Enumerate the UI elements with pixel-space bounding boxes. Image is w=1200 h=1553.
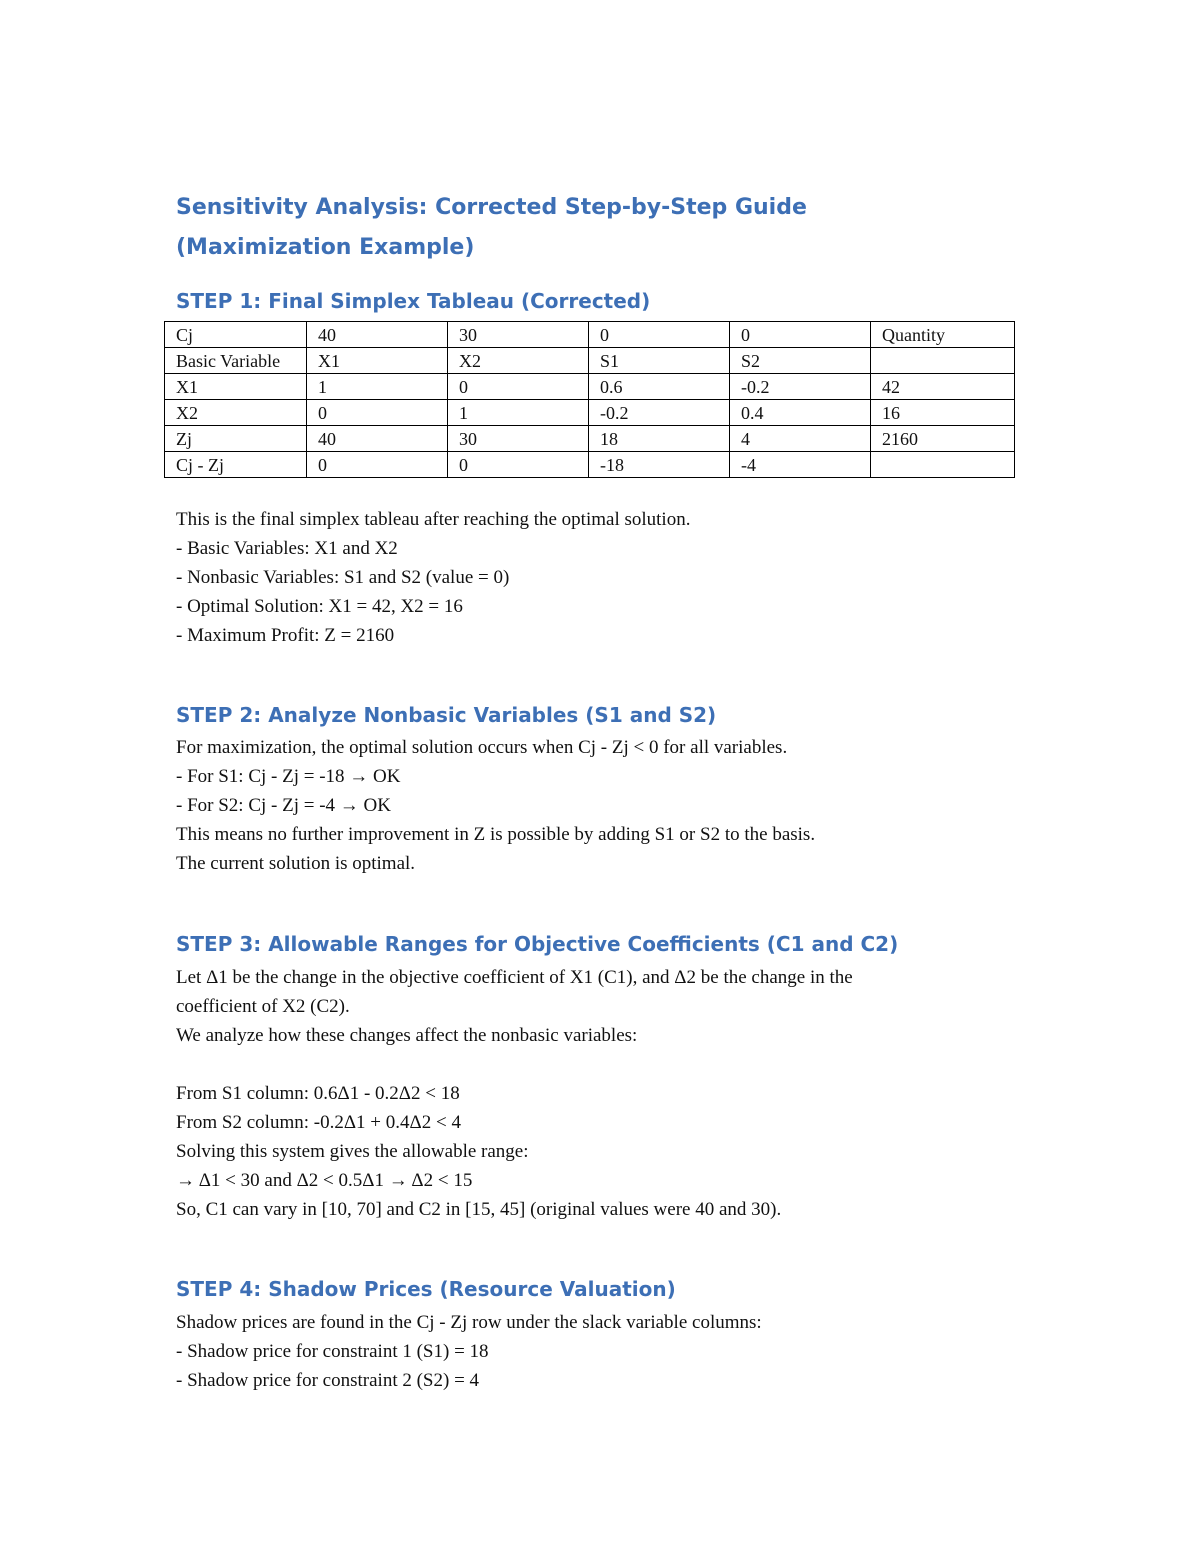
step2-body bbox=[176, 733, 1016, 878]
step4-heading: STEP 4: Shadow Prices (Resource Valuation) bbox=[176, 1277, 676, 1301]
table-cell: 4 bbox=[730, 426, 871, 452]
paragraph-line: - Shadow price for constraint 2 (S2) = 4 bbox=[176, 1370, 480, 1391]
table-cell: 0 bbox=[307, 400, 448, 426]
simplex-tableau bbox=[164, 321, 1015, 478]
table-row bbox=[165, 322, 1015, 348]
table-cell: X1 bbox=[307, 348, 448, 374]
table-cell: X2 bbox=[448, 348, 589, 374]
table-cell: 40 bbox=[307, 322, 448, 348]
step3-body bbox=[176, 963, 1016, 1224]
table-cell: X2 bbox=[165, 400, 307, 426]
table-cell: 0.4 bbox=[730, 400, 871, 426]
table-cell: 0 bbox=[730, 322, 871, 348]
paragraph-line: So, C1 can vary in [10, 70] and C2 in [15, 45] (original values were 40 and 30). bbox=[176, 1199, 782, 1220]
table-cell: S1 bbox=[589, 348, 730, 374]
table-row bbox=[165, 426, 1015, 452]
table-cell: 0 bbox=[448, 374, 589, 400]
table-cell: 0.6 bbox=[589, 374, 730, 400]
paragraph-line: - Nonbasic Variables: S1 and S2 (value = 0) bbox=[176, 567, 510, 588]
paragraph-line: We analyze how these changes affect the nonbasic variables: bbox=[176, 1025, 638, 1046]
table-cell: 30 bbox=[448, 322, 589, 348]
paragraph-line: The current solution is optimal. bbox=[176, 853, 416, 874]
table-cell: -0.2 bbox=[589, 400, 730, 426]
step1-notes bbox=[176, 505, 1016, 650]
table-cell: 18 bbox=[589, 426, 730, 452]
table-row bbox=[165, 374, 1015, 400]
table-row bbox=[165, 452, 1015, 478]
step1-heading: STEP 1: Final Simplex Tableau (Corrected) bbox=[176, 289, 651, 313]
paragraph-line: - Shadow price for constraint 1 (S1) = 18 bbox=[176, 1341, 489, 1362]
paragraph-line: This means no further improvement in Z is possible by adding S1 or S2 to the basis. bbox=[176, 824, 816, 845]
paragraph-line: - Optimal Solution: X1 = 42, X2 = 16 bbox=[176, 596, 463, 617]
table-cell bbox=[871, 348, 1015, 374]
paragraph-line: - Maximum Profit: Z = 2160 bbox=[176, 625, 395, 646]
paragraph-line: Shadow prices are found in the Cj - Zj row under the slack variable columns: bbox=[176, 1312, 762, 1333]
table-cell: Zj bbox=[165, 426, 307, 452]
table-cell: 2160 bbox=[871, 426, 1015, 452]
table-cell: X1 bbox=[165, 374, 307, 400]
paragraph-line: - Basic Variables: X1 and X2 bbox=[176, 538, 398, 559]
table-cell: 0 bbox=[448, 452, 589, 478]
table-cell: 1 bbox=[448, 400, 589, 426]
paragraph-line: Solving this system gives the allowable range: bbox=[176, 1141, 529, 1162]
step4-body bbox=[176, 1308, 1016, 1395]
table-cell: 30 bbox=[448, 426, 589, 452]
table-row bbox=[165, 348, 1015, 374]
paragraph-line: For maximization, the optimal solution occurs when Cj - Zj < 0 for all variables. bbox=[176, 737, 788, 758]
step2-heading: STEP 2: Analyze Nonbasic Variables (S1 and S2) bbox=[176, 703, 717, 727]
table-cell bbox=[871, 452, 1015, 478]
step3-heading: STEP 3: Allowable Ranges for Objective Coefficients (C1 and C2) bbox=[176, 932, 899, 956]
table-cell: Quantity bbox=[871, 322, 1015, 348]
paragraph-line: - For S1: Cj - Zj = -18 → OK bbox=[176, 766, 401, 787]
paragraph-line: coefficient of X2 (C2). bbox=[176, 996, 350, 1017]
paragraph-line: From S1 column: 0.6Δ1 - 0.2Δ2 < 18 bbox=[176, 1083, 460, 1104]
table-cell: 42 bbox=[871, 374, 1015, 400]
table-cell: 0 bbox=[307, 452, 448, 478]
paragraph-line: Let Δ1 be the change in the objective coefficient of X1 (C1), and Δ2 be the change in the bbox=[176, 967, 853, 988]
paragraph-line bbox=[176, 1050, 1016, 1079]
paragraph-line: → Δ1 < 30 and Δ2 < 0.5Δ1 → Δ2 < 15 bbox=[176, 1170, 473, 1191]
table-row bbox=[165, 400, 1015, 426]
table-cell: -4 bbox=[730, 452, 871, 478]
table-cell: 16 bbox=[871, 400, 1015, 426]
paragraph-line: From S2 column: -0.2Δ1 + 0.4Δ2 < 4 bbox=[176, 1112, 461, 1133]
table-cell: 40 bbox=[307, 426, 448, 452]
document-title: Sensitivity Analysis: Corrected Step-by-Step Guide (Maximization Example) bbox=[176, 195, 807, 260]
table-cell: -0.2 bbox=[730, 374, 871, 400]
table-cell: Cj - Zj bbox=[165, 452, 307, 478]
table-cell: Cj bbox=[165, 322, 307, 348]
table-cell: Basic Variable bbox=[165, 348, 307, 374]
table-cell: 0 bbox=[589, 322, 730, 348]
paragraph-line: This is the final simplex tableau after reaching the optimal solution. bbox=[176, 509, 691, 530]
paragraph-line: - For S2: Cj - Zj = -4 → OK bbox=[176, 795, 391, 816]
table-cell: S2 bbox=[730, 348, 871, 374]
table-cell: -18 bbox=[589, 452, 730, 478]
table-cell: 1 bbox=[307, 374, 448, 400]
